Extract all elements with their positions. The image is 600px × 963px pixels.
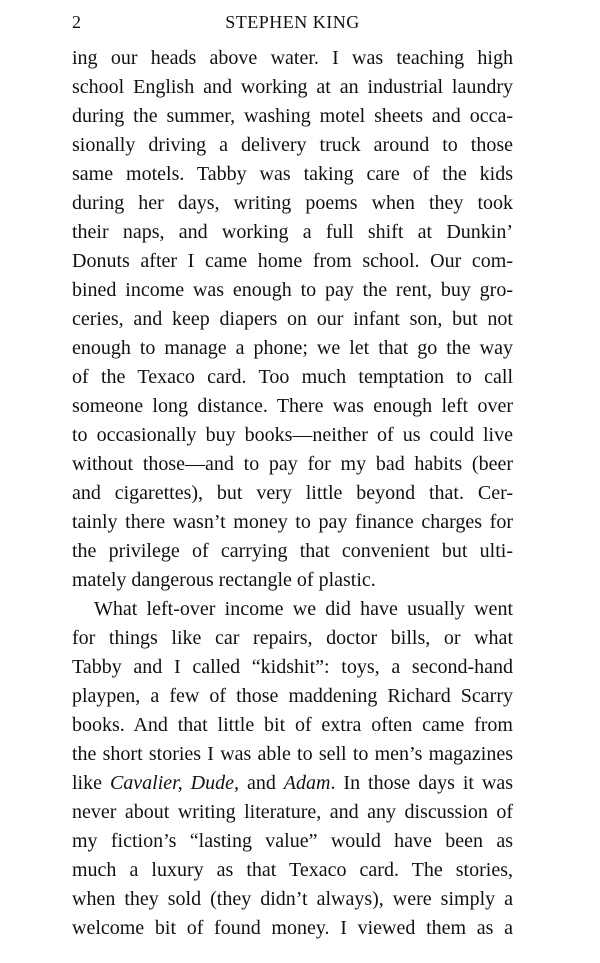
text-line: sionally driving a delivery truck around to those: [72, 134, 513, 156]
text-line: ceries, and keep diapers on our infant son, but not: [72, 308, 513, 330]
body-text: [72, 44, 513, 943]
text-line: Tabby and I called “kidshit”: toys, a second-hand: [72, 656, 513, 678]
text-line: and cigarettes), but very little beyond that. Cer-: [72, 482, 513, 504]
magazine-title: Cavalier, Dude,: [109, 772, 239, 794]
text-line: when they sold (they didn’t always), were simply a: [72, 888, 513, 910]
text-line: their naps, and working a full shift at Dunkin’: [72, 221, 513, 243]
text-line: [72, 769, 513, 798]
text-line: Donuts after I came home from school. Our com-: [72, 250, 513, 272]
text-line: bined income was enough to pay the rent, buy gro-: [72, 279, 513, 301]
paragraph: [72, 595, 513, 943]
text-line: ing our heads above water. I was teaching high: [72, 47, 513, 69]
text-line: to occasionally buy books—neither of us could live: [72, 424, 513, 446]
text-run: like: [72, 772, 110, 794]
text-line: school English and working at an industrial laundry: [72, 76, 513, 98]
text-line: for things like car repairs, doctor bills, or what: [72, 627, 513, 649]
text-line: enough to manage a phone; we let that go the way: [72, 337, 513, 359]
text-line: my fiction’s “lasting value” would have been as: [72, 830, 513, 852]
text-line: the short stories I was able to sell to men’s magazines: [72, 743, 513, 765]
text-run: and: [239, 772, 284, 794]
text-line: tainly there wasn’t money to pay finance charges for: [72, 511, 513, 533]
text-line: What left-over income we did have usually went: [94, 598, 513, 620]
running-title: STEPHEN KING: [225, 12, 360, 32]
paragraph: [72, 44, 513, 595]
text-line: same motels. Tabby was taking care of the kids: [72, 163, 513, 185]
text-line: of the Texaco card. Too much temptation to call: [72, 366, 513, 388]
text-line: books. And that little bit of extra often came from: [72, 714, 513, 736]
text-line: the privilege of carrying that convenient but ulti-: [72, 540, 513, 562]
text-line: welcome bit of found money. I viewed them as a: [72, 917, 513, 939]
text-line: without those—and to pay for my bad habits (beer: [72, 453, 513, 475]
text-line: someone long distance. There was enough left over: [72, 395, 513, 417]
text-line: much a luxury as that Texaco card. The stories,: [72, 859, 513, 881]
text-line: during her days, writing poems when they took: [72, 192, 513, 214]
text-line: mately dangerous rectangle of plastic.: [72, 569, 376, 591]
magazine-title: Adam: [283, 772, 331, 794]
page-number: 2: [72, 12, 81, 32]
text-line: never about writing literature, and any discussion of: [72, 801, 513, 823]
running-head: [72, 10, 513, 34]
text-line: playpen, a few of those maddening Richard Scarry: [72, 685, 513, 707]
text-run: . In those days it was: [330, 772, 513, 794]
text-line: during the summer, washing motel sheets and occa-: [72, 105, 513, 127]
